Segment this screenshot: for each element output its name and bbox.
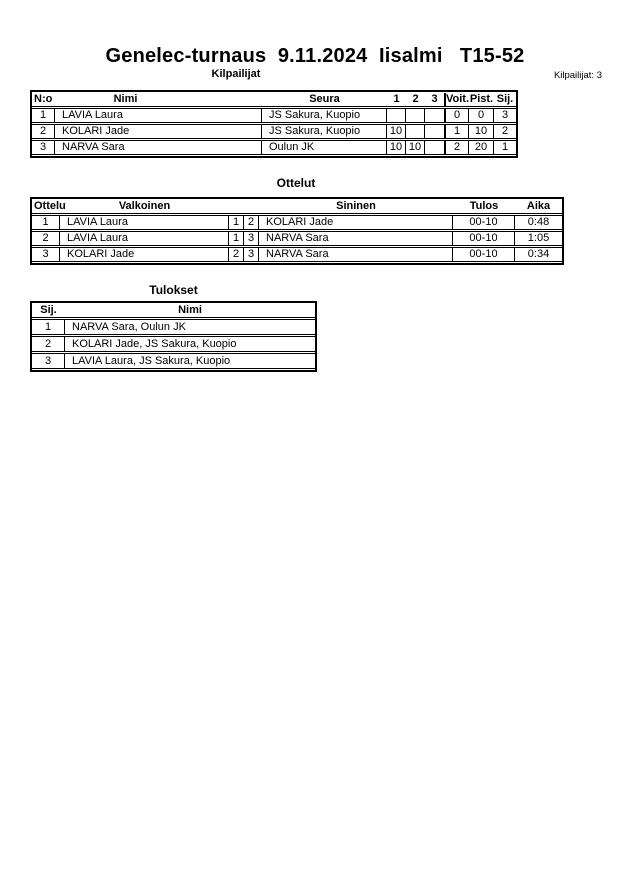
results-table	[30, 301, 317, 372]
page-title: Genelec-turnaus 9.11.2024 Iisalmi T15-52	[105, 45, 525, 67]
cell-round-3	[425, 140, 444, 155]
competitors-heading: Kilpailijat	[211, 68, 261, 80]
table-row	[32, 231, 562, 246]
col-header-time: Aika	[515, 200, 562, 214]
cell-club: Oulun JK	[262, 140, 387, 155]
cell-name: KOLARI Jade, JS Sakura, Kuopio	[65, 336, 315, 352]
col-header-name: Nimi	[65, 304, 315, 318]
cell-name: KOLARI Jade	[55, 124, 262, 139]
cell-rank: 1	[32, 319, 65, 335]
col-header-wins: Voit.	[446, 93, 470, 105]
cell-result: 00-10	[453, 247, 515, 262]
cell-result: 00-10	[453, 231, 515, 246]
competitors-header-row	[32, 93, 516, 107]
cell-name: LAVIA Laura, JS Sakura, Kuopio	[65, 353, 315, 369]
cell-rank: 2	[494, 124, 516, 139]
cell-round-2	[406, 108, 425, 123]
col-header-rank: Sij.	[494, 93, 516, 107]
col-header-round-2: 2	[406, 93, 425, 107]
cell-blue-no: 3	[244, 231, 259, 246]
table-row	[32, 140, 516, 155]
cell-time: 0:34	[515, 247, 562, 262]
cell-rank: 2	[32, 336, 65, 352]
table-row	[32, 247, 562, 262]
cell-round-1: 10	[387, 140, 406, 155]
cell-round-3	[425, 124, 444, 139]
col-header-white-no	[229, 200, 244, 214]
table-row	[32, 108, 516, 123]
cell-white-name: LAVIA Laura	[60, 231, 229, 246]
cell-round-1	[387, 108, 406, 123]
cell-white-name: KOLARI Jade	[60, 247, 229, 262]
cell-blue-name: NARVA Sara	[259, 247, 453, 262]
cell-blue-no: 3	[244, 247, 259, 262]
cell-round-1: 10	[387, 124, 406, 139]
col-header-match-no: Ottelu	[34, 200, 66, 212]
cell-time: 0:48	[515, 215, 562, 230]
cell-points: 20	[469, 140, 494, 155]
cell-wins: 2	[444, 140, 469, 155]
cell-club: JS Sakura, Kuopio	[262, 108, 387, 123]
cell-match-no: 3	[32, 247, 60, 262]
table-row	[32, 215, 562, 230]
results-heading: Tulokset	[149, 283, 198, 297]
cell-no: 1	[32, 108, 55, 123]
cell-points: 10	[469, 124, 494, 139]
matches-heading: Ottelut	[276, 176, 316, 190]
cell-rank: 1	[494, 140, 516, 155]
matches-header-row	[32, 200, 562, 214]
cell-match-no: 1	[32, 215, 60, 230]
cell-rank: 3	[32, 353, 65, 369]
cell-white-no: 1	[229, 215, 244, 230]
cell-name: NARVA Sara, Oulun JK	[65, 319, 315, 335]
cell-result: 00-10	[453, 215, 515, 230]
table-row	[32, 124, 516, 139]
cell-blue-name: NARVA Sara	[259, 231, 453, 246]
cell-blue-no: 2	[244, 215, 259, 230]
cell-white-no: 1	[229, 231, 244, 246]
cell-no: 3	[32, 140, 55, 155]
cell-name: NARVA Sara	[55, 140, 262, 155]
cell-blue-name: KOLARI Jade	[259, 215, 453, 230]
col-header-result: Tulos	[453, 200, 515, 214]
col-header-white: Valkoinen	[60, 200, 229, 214]
results-header-row	[32, 304, 315, 318]
table-row	[32, 336, 315, 352]
col-header-points: Pist.	[469, 93, 494, 105]
col-header-blue-no	[244, 200, 259, 214]
col-header-round-3: 3	[425, 93, 444, 107]
col-header-blue: Sininen	[259, 200, 453, 214]
competitors-table	[30, 90, 518, 158]
cell-wins: 0	[444, 108, 469, 123]
col-header-name: Nimi	[55, 93, 262, 107]
col-header-round-1: 1	[387, 93, 406, 107]
competitors-count: Kilpailijat: 3	[553, 70, 602, 81]
cell-round-2: 10	[406, 140, 425, 155]
cell-club: JS Sakura, Kuopio	[262, 124, 387, 139]
table-row	[32, 319, 315, 335]
cell-wins: 1	[444, 124, 469, 139]
col-header-no: N:o	[32, 93, 55, 107]
cell-match-no: 2	[32, 231, 60, 246]
cell-rank: 3	[494, 108, 516, 123]
cell-time: 1:05	[515, 231, 562, 246]
cell-round-2	[406, 124, 425, 139]
cell-white-no: 2	[229, 247, 244, 262]
cell-points: 0	[469, 108, 494, 123]
matches-table	[30, 197, 564, 265]
table-row	[32, 353, 315, 369]
col-header-rank: Sij.	[32, 304, 65, 318]
col-header-club: Seura	[262, 93, 387, 107]
cell-name: LAVIA Laura	[55, 108, 262, 123]
cell-no: 2	[32, 124, 55, 139]
cell-round-3	[425, 108, 444, 123]
cell-white-name: LAVIA Laura	[60, 215, 229, 230]
